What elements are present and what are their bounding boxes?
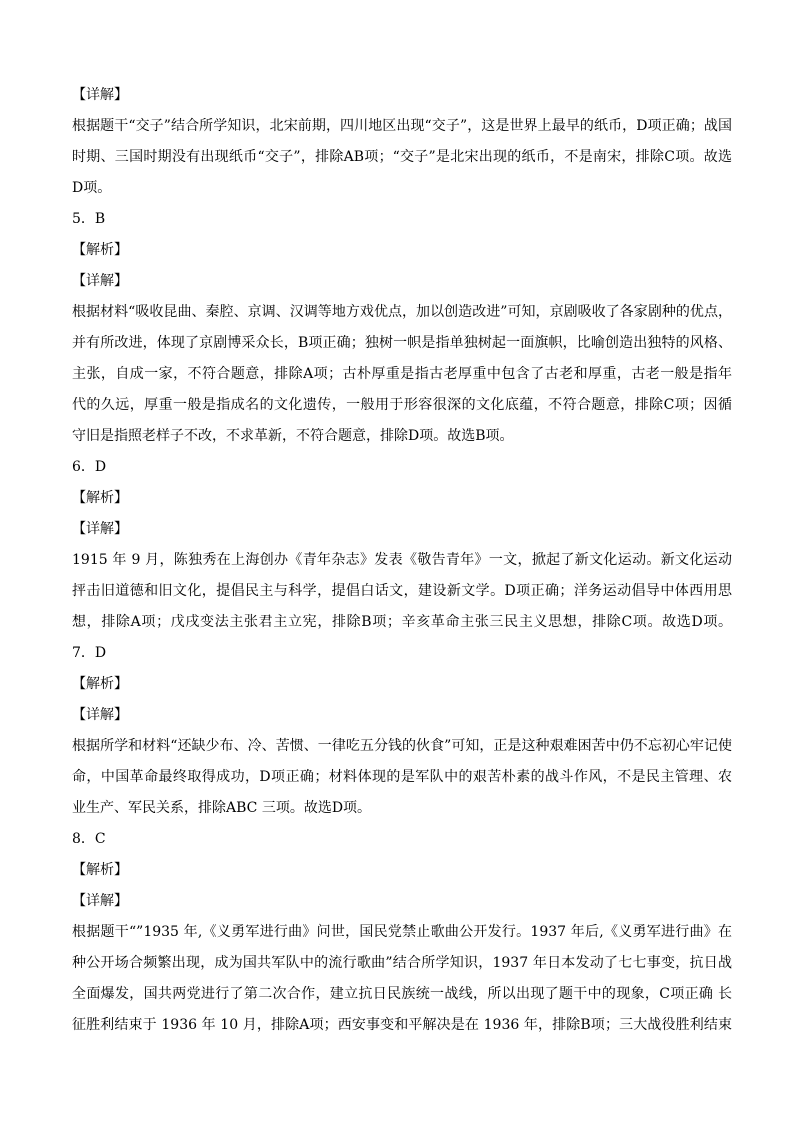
paragraph-line: 根据所学和材料“还缺少布、冷、苦惯、一律吃五分钱的伙食”可知，正是这种艰难困苦中仍不忘初心牢记使 bbox=[72, 738, 732, 754]
paragraph-line: 根据题干“交子”结合所学知识，北宋前期，四川地区出现“交子”，这是世界上最早的纸币，D项正确；战国 bbox=[72, 118, 732, 134]
paragraph-line: 抨击旧道德和旧文化，提倡民主与科学，提倡白话文，建设新文学。D项正确；洋务运动倡导中体西用思 bbox=[72, 583, 732, 599]
paragraph-line: 征胜利结束于 1936 年 10 月，排除A项；西安事变和平解决是在 1936 年，排除B项；三大战役胜利结束 bbox=[72, 1017, 732, 1033]
paragraph-line: 并有所改进，体现了京剧博采众长，B项正确；独树一帜是指单独树起一面旗帜，比喻创造出独特的风格、 bbox=[72, 335, 732, 351]
paragraph-line: 业生产、军民关系，排除ABC 三项。故选D项。 bbox=[72, 800, 372, 816]
section-heading-detail: 【详解】 bbox=[72, 521, 128, 537]
section-heading-analysis: 【解析】 bbox=[72, 490, 128, 506]
paragraph-line: 1915 年 9 月，陈独秀在上海创办《青年杂志》发表《敬告青年》一文，掀起了新文化运动。新文化运动 bbox=[72, 552, 732, 568]
section-heading-detail: 【详解】 bbox=[72, 273, 128, 289]
paragraph-line: 全面爆发，国共两党进行了第二次合作，建立抗日民族统一战线，所以出现了题干中的现象，C项正确 长 bbox=[72, 986, 732, 1002]
section-heading-analysis: 【解析】 bbox=[72, 676, 128, 692]
paragraph-line: 时期、三国时期没有出现纸币“交子”，排除AB项；“交子”是北宋出现的纸币，不是南宋，排除C项。故选 bbox=[72, 149, 732, 165]
paragraph-line: 根据题干“”1935 年,《义勇军进行曲》问世，国民党禁止歌曲公开发行。1937 年后,《义勇军进行曲》在 bbox=[72, 924, 732, 940]
answer-label: 5．B bbox=[72, 211, 106, 227]
paragraph-line: 守旧是指照老样子不改，不求革新，不符合题意，排除D项。故选B项。 bbox=[72, 428, 514, 444]
answer-label: 6．D bbox=[72, 459, 107, 475]
paragraph-line: 根据材料“吸收昆曲、秦腔、京调、汉调等地方戏优点，加以创造改进”可知，京剧吸收了各家剧种的优点， bbox=[72, 304, 732, 320]
answer-label: 8．C bbox=[72, 831, 106, 847]
paragraph-line: 主张，自成一家，不符合题意，排除A项；古朴厚重是指古老厚重中包含了古老和厚重，古老一般是指年 bbox=[72, 366, 732, 382]
paragraph-line: 想，排除A项；戊戌变法主张君主立宪，排除B项；辛亥革命主张三民主义思想，排除C项。故选D项。 bbox=[72, 614, 732, 630]
section-heading-analysis: 【解析】 bbox=[72, 862, 128, 878]
answer-label: 7．D bbox=[72, 645, 107, 661]
paragraph-line: D项。 bbox=[72, 180, 112, 196]
paragraph-line: 代的久远，厚重一般是指成名的文化遗传，一般用于形容很深的文化底蕴，不符合题意，排除C项；因循 bbox=[72, 397, 732, 413]
document-page bbox=[72, 80, 732, 1041]
section-heading-detail: 【详解】 bbox=[72, 87, 128, 103]
section-heading-detail: 【详解】 bbox=[72, 707, 128, 723]
section-heading-analysis: 【解析】 bbox=[72, 242, 128, 258]
section-heading-detail: 【详解】 bbox=[72, 893, 128, 909]
paragraph-line: 命，中国革命最终取得成功，D项正确；材料体现的是军队中的艰苦朴素的战斗作风，不是民主管理、农 bbox=[72, 769, 732, 785]
paragraph-line: 种公开场合频繁出现，成为国共军队中的流行歌曲”结合所学知识，1937 年日本发动了七七事变，抗日战 bbox=[72, 955, 732, 971]
